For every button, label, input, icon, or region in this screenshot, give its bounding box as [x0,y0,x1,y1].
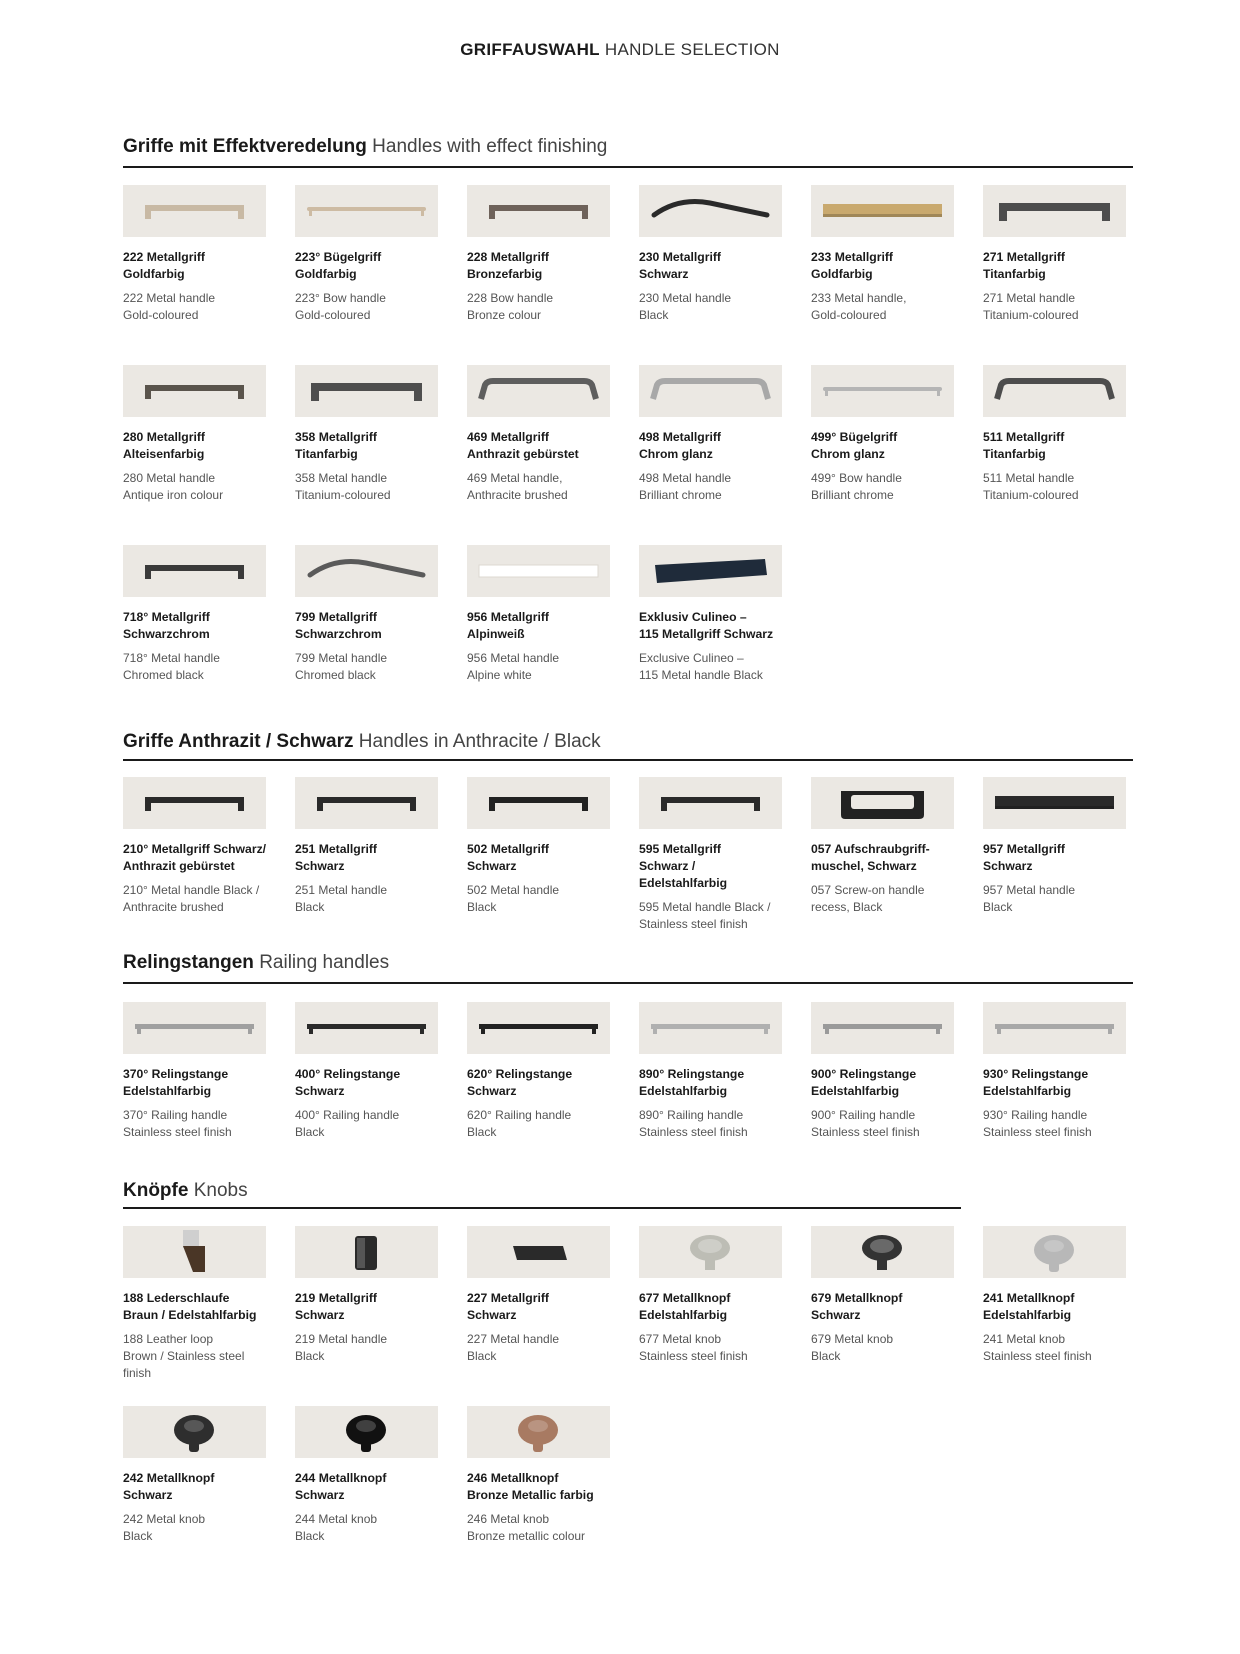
product-name-de: 223° Bügelgriff Goldfarbig [295,250,382,281]
product-name-en: Exclusive Culineo – 115 Metal handle Black [639,651,763,682]
product-card [123,365,268,504]
section-divider [123,982,1133,984]
product-name-en: 957 Metal handle Black [983,883,1076,914]
product-name-de: 900° Relingstange Edelstahlfarbig [811,1067,917,1098]
product-card [467,1002,612,1141]
product-card [123,1002,268,1141]
knob-grid [123,1226,1133,1586]
arch-handle-icon [983,365,1126,417]
section-title-de: Knöpfe [123,1180,189,1201]
product-card [983,185,1128,324]
product-name-de: 956 Metallgriff Alpinweiß [467,610,549,641]
product-name-en: 930° Railing handle Stainless steel finish [983,1108,1092,1139]
product-row [123,185,1133,365]
product-name-de: Exklusiv Culineo – 115 Metallgriff Schwarz [639,610,774,641]
product-name-en: 370° Railing handle Stainless steel finish [123,1108,232,1139]
mushroom-knob-icon [983,1226,1126,1278]
product-name-de: 222 Metallgriff Goldfarbig [123,250,205,281]
product-name-de: 957 Metallgriff Schwarz [983,842,1065,873]
product-card [467,777,612,916]
product-name-en: 677 Metal knob Stainless steel finish [639,1332,748,1363]
product-card [123,777,268,916]
leather-loop-icon [123,1226,266,1278]
section-title-de: Relingstangen [123,952,254,973]
product-name-en: 188 Leather loop Brown / Stainless steel finish [123,1332,245,1380]
product-card [983,365,1128,504]
product-row [123,545,1133,725]
handle-grid-anthracite [123,777,1133,957]
block-handle-icon [983,185,1126,237]
product-card [295,545,440,684]
product-name-en: 956 Metal handle Alpine white [467,651,560,682]
product-card [639,1226,784,1365]
product-row [123,365,1133,545]
mushroom-knob-icon [295,1406,438,1458]
bow-handle-icon [123,777,266,829]
product-name-de: 677 Metallknopf Edelstahlfarbig [639,1291,731,1322]
section-title-knobs [123,1180,248,1202]
product-name-en: 233 Metal handle, Gold-coloured [811,291,907,322]
product-card [467,185,612,324]
flat-bar-icon [811,185,954,237]
product-card [295,1002,440,1141]
product-name-de: 890° Relingstange Edelstahlfarbig [639,1067,745,1098]
section-title-en: Knobs [193,1180,248,1201]
product-name-de: 241 Metallknopf Edelstahlfarbig [983,1291,1075,1322]
product-name-de: 244 Metallknopf Schwarz [295,1471,387,1502]
product-card [811,365,956,504]
product-name-de: 271 Metallgriff Titanfarbig [983,250,1065,281]
product-name-en: 718° Metal handle Chromed black [123,651,220,682]
product-card [983,1226,1128,1365]
product-name-en: 620° Railing handle Black [467,1108,572,1139]
handle-grid-railing [123,1002,1133,1182]
product-card [983,777,1128,916]
product-name-en: 890° Railing handle Stainless steel finish [639,1108,748,1139]
curved-handle-icon [639,185,782,237]
product-name-de: 511 Metallgriff Titanfarbig [983,430,1065,461]
flat-bar-icon [983,777,1126,829]
bow-handle-icon [123,365,266,417]
product-name-de: 930° Relingstange Edelstahlfarbig [983,1067,1089,1098]
product-name-de: 620° Relingstange Schwarz [467,1067,573,1098]
product-name-de: 246 Metallknopf Bronze Metallic farbig [467,1471,594,1502]
product-card [639,185,784,324]
arch-handle-icon [467,365,610,417]
product-name-de: 499° Bügelgriff Chrom glanz [811,430,898,461]
bow-handle-icon [639,777,782,829]
product-card [811,1002,956,1141]
product-name-de: 502 Metallgriff Schwarz [467,842,549,873]
rail-icon [811,1002,954,1054]
product-name-de: 400° Relingstange Schwarz [295,1067,401,1098]
product-card [639,1002,784,1141]
product-name-de: 370° Relingstange Edelstahlfarbig [123,1067,229,1098]
product-name-en: 502 Metal handle Black [467,883,560,914]
product-name-de: 595 Metallgriff Schwarz / Edelstahlfarbig [639,842,728,890]
product-row [123,1406,1133,1586]
flat-knob-icon [467,1226,610,1278]
product-name-en: 244 Metal knob Black [295,1512,378,1543]
product-name-en: 900° Railing handle Stainless steel finish [811,1108,920,1139]
product-card [639,365,784,504]
product-name-de: 219 Metallgriff Schwarz [295,1291,377,1322]
section-title-de: Griffe Anthrazit / Schwarz [123,731,354,752]
page-title-de: GRIFFAUSWAHL [460,40,600,59]
bar-handle-icon [295,185,438,237]
product-row [123,777,1133,957]
product-name-de: 679 Metallknopf Schwarz [811,1291,903,1322]
product-row [123,1226,1133,1406]
product-card [467,1406,612,1545]
product-name-en: 498 Metal handle Brilliant chrome [639,471,732,502]
product-name-en: 219 Metal handle Black [295,1332,388,1363]
product-card [123,1406,268,1545]
arch-handle-icon [639,365,782,417]
page-header [0,40,1240,60]
section-divider [123,166,1133,168]
section-title-effect [123,136,607,158]
product-name-de: 227 Metallgriff Schwarz [467,1291,549,1322]
bow-handle-icon [467,777,610,829]
bow-handle-icon [123,545,266,597]
product-card [123,1226,268,1382]
product-name-en: 595 Metal handle Black / Stainless steel finish [639,900,771,931]
product-name-en: 358 Metal handle Titanium-coloured [295,471,391,502]
product-name-en: 799 Metal handle Chromed black [295,651,388,682]
product-card [811,777,956,916]
section-divider [123,759,1133,761]
section-title-de: Griffe mit Effektveredelung [123,136,367,157]
product-name-de: 251 Metallgriff Schwarz [295,842,377,873]
section-title-anthracite [123,731,601,753]
product-name-en: 242 Metal knob Black [123,1512,206,1543]
product-name-de: 718° Metallgriff Schwarzchrom [123,610,210,641]
product-name-de: 498 Metallgriff Chrom glanz [639,430,721,461]
product-row [123,1002,1133,1182]
product-card [983,1002,1128,1141]
product-card [295,777,440,916]
rail-icon [467,1002,610,1054]
product-card [467,365,612,504]
rail-icon [123,1002,266,1054]
product-card [295,365,440,504]
product-card [467,1226,612,1365]
section-divider [123,1207,961,1209]
white-bar-icon [467,545,610,597]
block-handle-icon [295,365,438,417]
product-name-de: 242 Metallknopf Schwarz [123,1471,215,1502]
product-name-de: 228 Metallgriff Bronzefarbig [467,250,549,281]
product-name-de: 799 Metallgriff Schwarzchrom [295,610,382,641]
bow-handle-icon [123,185,266,237]
recess-handle-icon [811,777,954,829]
section-title-railing [123,952,389,974]
product-name-en: 499° Bow handle Brilliant chrome [811,471,902,502]
handle-grid-effect [123,185,1133,725]
product-name-en: 222 Metal handle Gold-coloured [123,291,216,322]
mushroom-knob-icon [467,1406,610,1458]
rail-icon [983,1002,1126,1054]
product-card [295,1406,440,1545]
rail-icon [295,1002,438,1054]
product-name-de: 057 Aufschraubgriff- muschel, Schwarz [811,842,930,873]
product-name-de: 210° Metallgriff Schwarz/ Anthrazit gebürstet [123,842,267,873]
product-name-de: 469 Metallgriff Anthrazit gebürstet [467,430,579,461]
product-card [295,185,440,324]
section-title-en: Handles with effect finishing [372,136,608,157]
rail-icon [639,1002,782,1054]
bar-handle-icon [811,365,954,417]
product-card [123,185,268,324]
product-name-en: 280 Metal handle Antique iron colour [123,471,224,502]
product-name-en: 228 Bow handle Bronze colour [467,291,554,322]
round-knob-icon [639,1226,782,1278]
product-name-en: 230 Metal handle Black [639,291,732,322]
product-name-en: 246 Metal knob Bronze metallic colour [467,1512,586,1543]
round-knob-icon [811,1226,954,1278]
product-name-en: 057 Screw-on handle recess, Black [811,883,925,914]
page-title-en: HANDLE SELECTION [604,40,780,59]
section-title-en: Railing handles [259,952,390,973]
mushroom-knob-icon [123,1406,266,1458]
product-name-en: 227 Metal handle Black [467,1332,560,1363]
bow-handle-icon [295,777,438,829]
product-card [639,545,784,684]
product-name-en: 511 Metal handle Titanium-coloured [983,471,1079,502]
product-name-de: 233 Metallgriff Goldfarbig [811,250,893,281]
product-name-en: 469 Metal handle, Anthracite brushed [467,471,568,502]
section-title-en: Handles in Anthracite / Black [358,731,601,752]
product-name-de: 188 Lederschlaufe Braun / Edelstahlfarbig [123,1291,257,1322]
product-name-de: 230 Metallgriff Schwarz [639,250,721,281]
angled-bar-icon [639,545,782,597]
product-name-en: 223° Bow handle Gold-coloured [295,291,386,322]
square-knob-icon [295,1226,438,1278]
product-card [811,185,956,324]
product-card [639,777,784,933]
product-card [467,545,612,684]
curved-handle-icon [295,545,438,597]
product-name-en: 400° Railing handle Black [295,1108,400,1139]
product-card [123,545,268,684]
product-name-en: 679 Metal knob Black [811,1332,894,1363]
product-card [295,1226,440,1365]
product-name-en: 210° Metal handle Black / Anthracite brushed [123,883,260,914]
product-name-en: 251 Metal handle Black [295,883,388,914]
product-card [811,1226,956,1365]
product-name-en: 271 Metal handle Titanium-coloured [983,291,1079,322]
product-name-de: 280 Metallgriff Alteisenfarbig [123,430,205,461]
product-name-de: 358 Metallgriff Titanfarbig [295,430,377,461]
bow-handle-icon [467,185,610,237]
product-name-en: 241 Metal knob Stainless steel finish [983,1332,1092,1363]
